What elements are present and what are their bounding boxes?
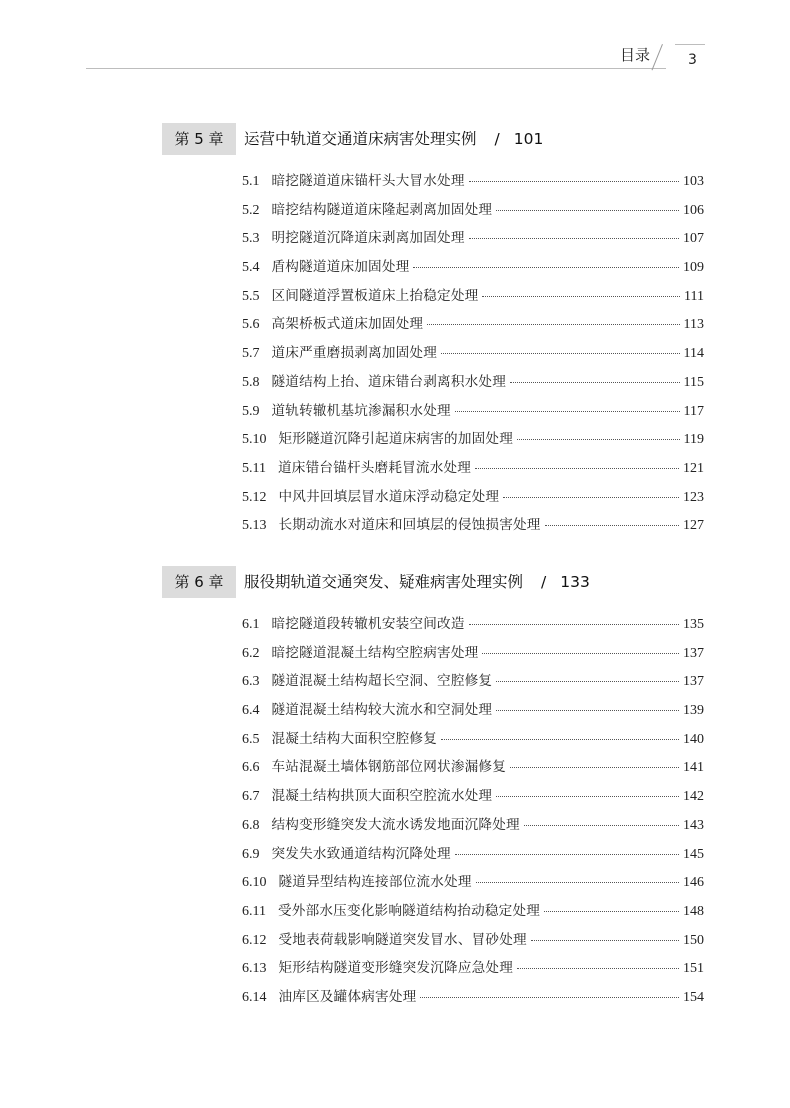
entry-number: 6.6: [242, 760, 260, 776]
entry-number: 6.12: [242, 932, 267, 948]
entry-leader-dots: [475, 468, 679, 469]
entry-leader-dots: [496, 796, 679, 797]
entry-number: 6.8: [242, 817, 260, 833]
entry-title: 区间隧道浮置板道床上抬稳定处理: [271, 287, 479, 304]
entry-leader-dots: [413, 267, 679, 268]
entry-number: 5.5: [242, 288, 260, 304]
entry-leader-dots: [510, 767, 679, 768]
entry-number: 5.3: [242, 231, 260, 247]
entry-page-number: 123: [683, 489, 704, 505]
chapter-title-line: [244, 566, 590, 598]
toc-entry[interactable]: [242, 612, 704, 641]
chapter-badge: 第 5 章: [162, 123, 236, 155]
entry-leader-dots: [420, 997, 679, 998]
entry-leader-dots: [469, 238, 679, 239]
toc-entry[interactable]: [242, 956, 704, 985]
entry-number: 6.5: [242, 731, 260, 747]
entry-number: 5.7: [242, 346, 260, 362]
entry-page-number: 137: [683, 674, 704, 690]
entry-leader-dots: [517, 968, 679, 969]
entry-leader-dots: [496, 210, 679, 211]
toc-entry[interactable]: [242, 427, 704, 456]
entry-page-number: 139: [683, 703, 704, 719]
toc-entry[interactable]: [242, 485, 704, 514]
entry-title: 隧道混凝土结构超长空洞、空腔修复: [271, 673, 493, 690]
entry-title: 突发失水致通道结构沉降处理: [271, 845, 451, 862]
toc-entry[interactable]: [242, 641, 704, 670]
toc-entry[interactable]: [242, 513, 704, 542]
entry-leader-dots: [469, 181, 679, 182]
entry-leader-dots: [476, 882, 679, 883]
entry-number: 6.4: [242, 703, 260, 719]
entry-number: 5.11: [242, 460, 266, 476]
chapter-title-line: [244, 123, 543, 155]
entry-title: 隧道异型结构连接部位流水处理: [278, 874, 472, 891]
entry-page-number: 141: [683, 760, 704, 776]
toc-entry[interactable]: [242, 226, 704, 255]
entry-number: 5.8: [242, 374, 260, 390]
header-page-number: 3: [688, 52, 697, 68]
entry-page-number: 111: [684, 288, 704, 304]
entry-page-number: 146: [683, 875, 704, 891]
entry-title: 中风井回填层冒水道床浮动稳定处理: [278, 488, 500, 505]
entry-leader-dots: [482, 296, 680, 297]
entry-leader-dots: [441, 739, 679, 740]
entry-page-number: 142: [683, 789, 704, 805]
entry-number: 5.6: [242, 317, 260, 333]
toc-entry[interactable]: [242, 985, 704, 1014]
entry-title: 高架桥板式道床加固处理: [271, 316, 424, 333]
toc-entry[interactable]: [242, 169, 704, 198]
toc-entry[interactable]: [242, 784, 704, 813]
entry-number: 6.9: [242, 846, 260, 862]
entry-number: 6.1: [242, 617, 260, 632]
entry-number: 5.1: [242, 174, 260, 189]
entry-page-number: 148: [683, 903, 704, 919]
header-topline: [675, 44, 705, 45]
entry-page-number: 145: [683, 846, 704, 862]
entry-leader-dots: [455, 411, 680, 412]
chapter-separator: /: [494, 130, 500, 148]
chapter-separator: /: [541, 573, 547, 591]
entry-number: 5.2: [242, 202, 260, 218]
chapter-page: 101: [513, 130, 544, 148]
entry-number: 6.7: [242, 789, 260, 805]
entry-page-number: 121: [683, 460, 704, 476]
entry-title: 隧道混凝土结构较大流水和空洞处理: [271, 702, 493, 719]
entry-title: 道床严重磨损剥离加固处理: [271, 345, 438, 362]
entry-page-number: 143: [683, 817, 704, 833]
header-title: 目录: [620, 46, 651, 64]
chapter-badge: 第 6 章: [162, 566, 236, 598]
entry-title: 暗挖隧道道床锚杆头大冒水处理: [271, 173, 465, 189]
entry-number: 6.13: [242, 961, 267, 977]
entry-title: 暗挖隧道混凝土结构空腔病害处理: [271, 644, 479, 661]
entry-title: 矩形结构隧道变形缝突发沉降应急处理: [278, 960, 513, 977]
entry-page-number: 107: [683, 231, 704, 247]
toc-list: [242, 612, 704, 1014]
entry-leader-dots: [455, 854, 679, 855]
entry-title: 盾构隧道道床加固处理: [271, 259, 410, 276]
toc-entry[interactable]: [242, 755, 704, 784]
entry-number: 5.12: [242, 489, 267, 505]
entry-page-number: 114: [683, 346, 704, 362]
entry-page-number: 137: [683, 645, 704, 661]
toc-entry[interactable]: [242, 899, 704, 928]
entry-leader-dots: [496, 681, 679, 682]
entry-leader-dots: [441, 353, 679, 354]
entry-number: 6.14: [242, 989, 267, 1005]
header-slash: [652, 44, 663, 70]
entry-page-number: 103: [683, 174, 704, 189]
entry-page-number: 115: [683, 374, 704, 390]
chapter-title: 运营中轨道交通道床病害处理实例: [244, 130, 477, 148]
entry-page-number: 154: [683, 989, 704, 1005]
entry-title: 结构变形缝突发大流水诱发地面沉降处理: [271, 816, 520, 833]
entry-title: 矩形隧道沉降引起道床病害的加固处理: [278, 431, 513, 448]
chapter-title: 服役期轨道交通突发、疑难病害处理实例: [244, 573, 524, 591]
toc-entry[interactable]: [242, 669, 704, 698]
entry-number: 6.2: [242, 645, 260, 661]
toc-entry[interactable]: [242, 842, 704, 871]
toc-entry[interactable]: [242, 870, 704, 899]
entry-page-number: 150: [683, 932, 704, 948]
toc-entry[interactable]: [242, 370, 704, 399]
entry-page-number: 135: [683, 617, 704, 632]
entry-page-number: 106: [683, 202, 704, 218]
chapter-heading[interactable]: [162, 566, 722, 598]
entry-title: 道轨转辙机基坑渗漏积水处理: [271, 402, 451, 419]
entry-number: 6.10: [242, 875, 267, 891]
entry-number: 5.4: [242, 260, 260, 276]
toc-entry[interactable]: [242, 698, 704, 727]
entry-leader-dots: [517, 439, 680, 440]
toc-entry[interactable]: [242, 255, 704, 284]
toc-entry[interactable]: [242, 341, 704, 370]
entry-title: 车站混凝土墙体钢筋部位网状渗漏修复: [271, 759, 506, 776]
entry-page-number: 151: [683, 961, 704, 977]
entry-page-number: 113: [683, 317, 704, 333]
page-header: [0, 0, 790, 80]
entry-leader-dots: [503, 497, 679, 498]
toc-entry[interactable]: [242, 284, 704, 313]
entry-page-number: 117: [683, 403, 704, 419]
entry-number: 5.13: [242, 518, 267, 534]
entry-leader-dots: [482, 653, 679, 654]
entry-leader-dots: [544, 911, 679, 912]
entry-title: 受外部水压变化影响隧道结构抬动稳定处理: [277, 902, 541, 919]
entry-number: 6.3: [242, 674, 260, 690]
toc-list: [242, 169, 704, 542]
entry-page-number: 127: [683, 518, 704, 534]
entry-title: 明挖隧道沉降道床剥离加固处理: [271, 230, 465, 247]
entry-leader-dots: [427, 324, 679, 325]
entry-title: 道床错台锚杆头磨耗冒流水处理: [277, 459, 472, 476]
entry-number: 5.10: [242, 432, 267, 448]
entry-leader-dots: [496, 710, 679, 711]
entry-leader-dots: [510, 382, 680, 383]
toc-entry[interactable]: [242, 312, 704, 341]
chapter-heading[interactable]: [162, 123, 722, 155]
entry-title: 长期动流水对道床和回填层的侵蚀损害处理: [278, 517, 541, 534]
entry-leader-dots: [524, 825, 679, 826]
entry-title: 受地表荷载影响隧道突发冒水、冒砂处理: [278, 931, 527, 948]
entry-number: 5.9: [242, 403, 260, 419]
entry-page-number: 119: [683, 432, 704, 448]
entry-page-number: 140: [683, 731, 704, 747]
toc-entry[interactable]: [242, 198, 704, 227]
entry-title: 暗挖隧道段转辙机安装空间改造: [271, 616, 465, 632]
entry-leader-dots: [545, 525, 679, 526]
entry-page-number: 109: [683, 260, 704, 276]
entry-title: 油库区及罐体病害处理: [278, 988, 417, 1005]
toc-entry[interactable]: [242, 813, 704, 842]
toc-entry[interactable]: [242, 727, 704, 756]
entry-number: 6.11: [242, 903, 266, 919]
entry-title: 暗挖结构隧道道床隆起剥离加固处理: [271, 201, 493, 218]
toc-entry[interactable]: [242, 399, 704, 428]
chapter-page: 133: [560, 573, 590, 591]
header-rule: [86, 68, 666, 69]
entry-leader-dots: [469, 624, 679, 625]
entry-leader-dots: [531, 940, 679, 941]
entry-title: 混凝土结构大面积空腔修复: [271, 730, 438, 747]
toc-entry[interactable]: [242, 456, 704, 485]
toc-entry[interactable]: [242, 928, 704, 957]
entry-title: 混凝土结构拱顶大面积空腔流水处理: [271, 788, 493, 805]
entry-title: 隧道结构上抬、道床错台剥离积水处理: [271, 373, 506, 390]
